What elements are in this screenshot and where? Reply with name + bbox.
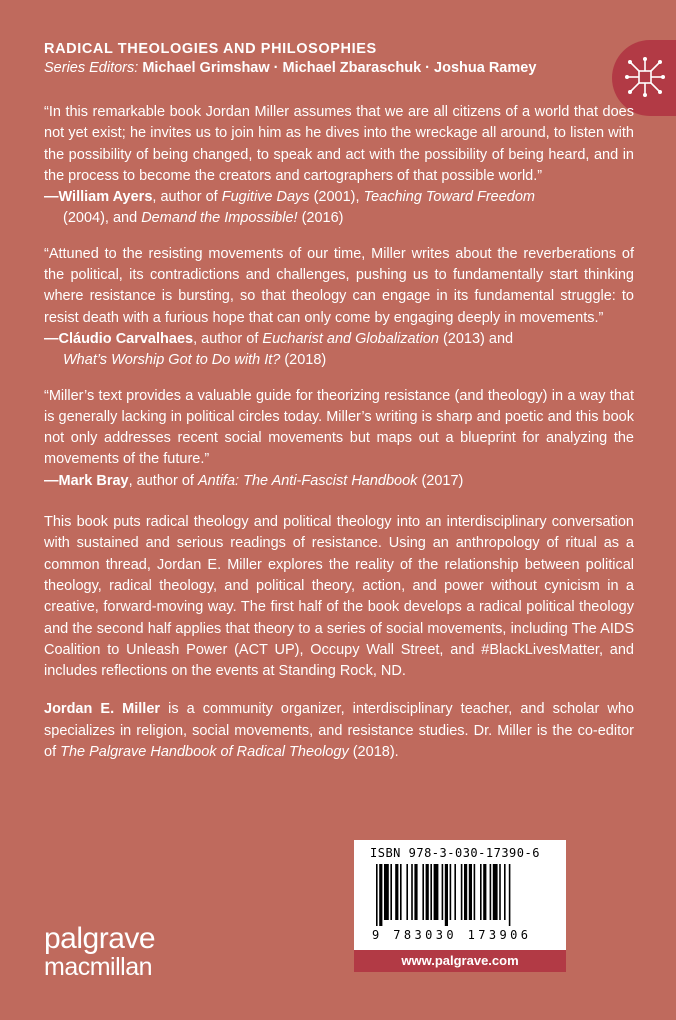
barcode-bar — [480, 864, 482, 920]
barcode-bars — [376, 864, 546, 926]
barcode-bar — [461, 864, 463, 920]
endorsement-attribution: —William Ayers, author of Fugitive Days (2001), Teaching Toward Freedom (2004), and Demand the Impossible! (2016) — [44, 189, 535, 227]
barcode-bar — [414, 864, 417, 920]
endorsement-attribution: —Cláudio Carvalhaes, author of Eucharist and Globalization (2013) and What’s Worship Got to Do with It? (2018) — [44, 330, 514, 369]
barcode-bar — [504, 864, 506, 920]
series-header — [44, 40, 584, 78]
endorsement-text: “Attuned to the resisting movements of our time, Miller writes about the reverberations of the political, its contradictions and challenges, pushing us to fundamentally start thinking where resistance is bursting, so that theology can engage in its fundamental struggle: to resist death with a furious hope that can only come by engaging deeply in movements.” — [44, 245, 634, 326]
barcode-bar — [445, 864, 448, 926]
endorsement-ayers — [44, 102, 634, 230]
cover-text — [44, 102, 634, 763]
barcode-bar — [390, 864, 392, 920]
barcode-bar — [400, 864, 402, 920]
barcode-bar — [384, 864, 389, 920]
endorser-name: Cláudio Carvalhaes — [58, 330, 194, 347]
barcode-bar — [454, 864, 456, 920]
barcode-bar — [474, 864, 476, 920]
barcode-bar — [469, 864, 472, 920]
publisher-url[interactable]: www.palgrave.com — [354, 950, 566, 972]
endorsement-carvalhaes — [44, 244, 634, 372]
book-description: This book puts radical theology and political theology into an interdisciplinary conversation with sustained and serious readings of resistance. Using an anthropology of ritual as a common thread, Jordan E. Miller explores the reality of the relationship between political theology, radical theology, and political theory, action, and power without cynicism in a creative, forward-moving way. The first half of the book develops a radical political theology and the second half applies that theory to a series of social movements, including The AIDS Coalition to Unleash Power (ACT UP), Occupy Wall Street, and #BlackLivesMatter, and includes reflections on the events at Standing Rock, ND. — [44, 514, 634, 680]
barcode-bar — [450, 864, 452, 920]
endorser-work: What’s Worship Got to Do with It? — [63, 352, 281, 369]
barcode-bar — [406, 864, 408, 920]
series-title: RADICAL THEOLOGIES AND PHILOSOPHIES — [44, 41, 377, 57]
series-editors — [44, 59, 584, 78]
endorsement-bray — [44, 386, 634, 492]
barcode-bar — [395, 864, 398, 920]
endorser-work: Teaching Toward Freedom — [363, 189, 535, 206]
author-name: Jordan E. Miller — [44, 701, 161, 718]
endorser-work: Antifa: The Anti-Fascist Handbook — [197, 472, 418, 489]
barcode-bar — [490, 864, 492, 920]
endorsement-text: “In this remarkable book Jordan Miller assumes that we are all citizens of a world that does not yet exist; he invites us to join him as he dives into the wreckage all around, to listen with the possibility of being changed, to speak and act with the possibility of being heard, and in the process to become the creators and cartographers of that possible world.” — [44, 104, 634, 184]
endorsement-text: “Miller’s text provides a valuable guide for theorizing resistance (and theology) in a way that is generally lacking in political circles today. Miller’s writing is sharp and poetic and this book not only addresses recent social movements but maps out a blueprint for analyzing the movements of the future.” — [44, 387, 634, 468]
endorser-work: Demand the Impossible! — [141, 210, 298, 227]
isbn-label: ISBN 978-3-030-17390-6 — [370, 846, 540, 860]
palgrave-colophon-icon — [623, 55, 667, 99]
endorser-work: Eucharist and Globalization — [262, 330, 439, 347]
endorser-name: Mark Bray — [58, 472, 129, 489]
barcode-bar — [426, 864, 429, 920]
barcode-bar — [493, 864, 498, 920]
barcode-bar — [379, 864, 382, 926]
barcode-bar — [509, 864, 511, 926]
endorser-work: Fugitive Days — [221, 189, 310, 206]
barcode-bar — [430, 864, 432, 920]
barcode-bar — [422, 864, 424, 920]
barcode-bar — [499, 864, 501, 920]
series-editors-label: Series Editors: — [44, 60, 139, 76]
isbn-barcode — [354, 840, 566, 950]
author-bio: Jordan E. Miller is a community organizer, interdisciplinary teacher, and scholar who specializes in religion, social movements, and resistance studies. Dr. Miller is the co-editor of The Palgrave Handbook of Radical Theology (2018). — [44, 701, 634, 761]
endorsement-attribution: —Mark Bray, author of Antifa: The Anti-Fascist Handbook (2017) — [44, 472, 464, 489]
series-editors-names: Michael Grimshaw · Michael Zbaraschuk · Joshua Ramey — [142, 60, 537, 76]
barcode-bar — [411, 864, 413, 920]
barcode-bar — [464, 864, 467, 920]
barcode-bar — [376, 864, 378, 926]
publisher-name-line2: macmillan — [44, 953, 153, 981]
barcode-bar — [442, 864, 444, 920]
publisher-logo — [44, 924, 155, 980]
barcode-bar — [434, 864, 439, 920]
author-work: The Palgrave Handbook of Radical Theology — [60, 744, 349, 761]
isbn-digits: 9 783030 173906 — [372, 928, 532, 942]
endorser-name: William Ayers — [58, 189, 153, 206]
publisher-name-line1: palgrave — [44, 922, 156, 955]
barcode-bar — [483, 864, 486, 920]
